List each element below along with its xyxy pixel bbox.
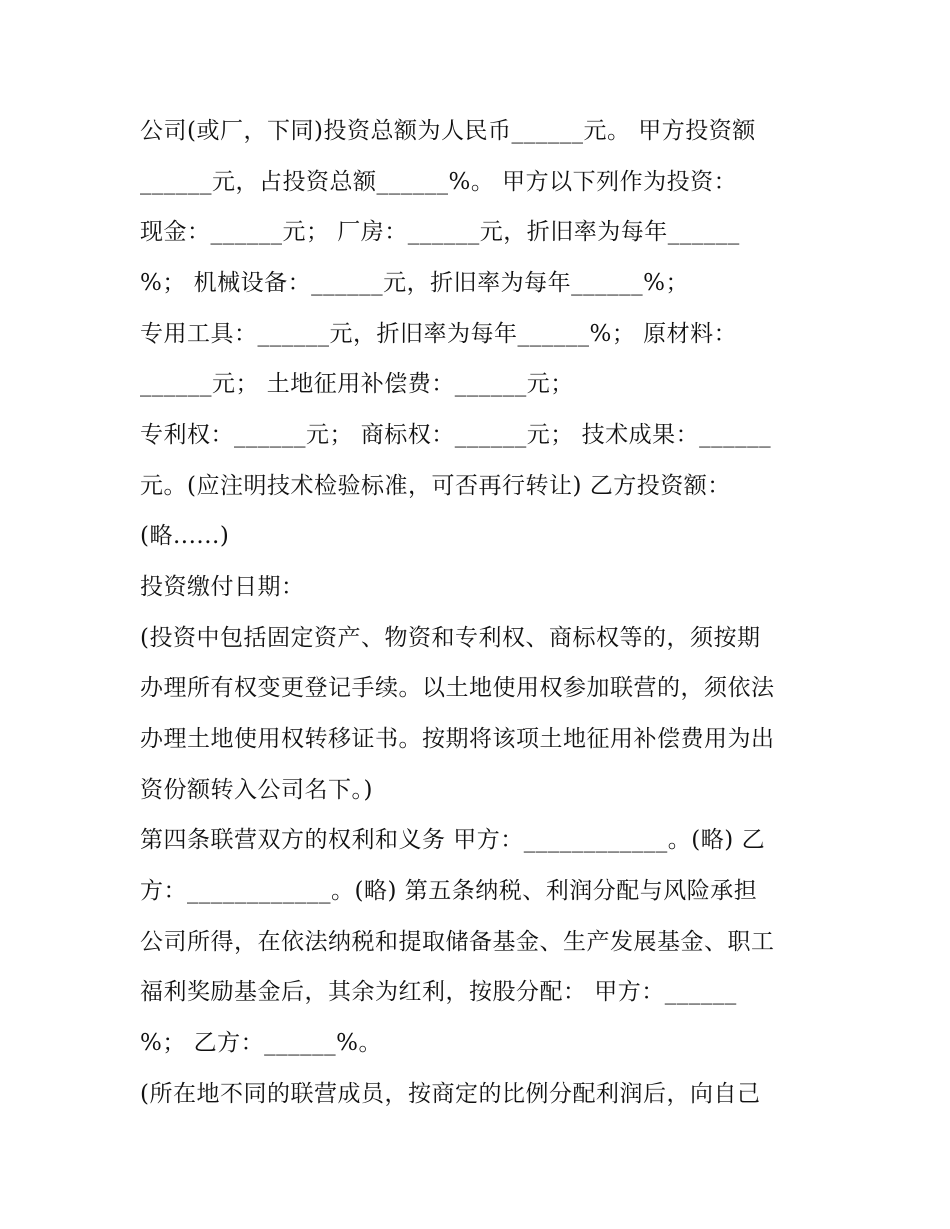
text-line: 资份额转入公司名下。) [140,777,373,803]
text-line: 专利权：______元； 商标权：______元； 技术成果：______ [140,422,772,448]
text-line: (投资中包括固定资产、物资和专利权、商标权等的，须按期 [140,625,761,651]
text-line: 办理土地使用权转移证书。按期将该项土地征用补偿费用为出 [140,726,775,752]
text-line: %； 机械设备：______元，折旧率为每年______%； [140,270,690,296]
text-line: 公司(或厂，下同)投资总额为人民币______元。 甲方投资额 [140,118,756,144]
text-line: (略......) [140,523,230,549]
text-line: 办理所有权变更登记手续。以土地使用权参加联营的，须依法 [140,675,775,701]
text-line: %； 乙方：______%。 [140,1030,383,1056]
text-line: 专用工具：______元，折旧率为每年______%； 原材料： [140,321,738,347]
text-line: 方：____________。(略) 第五条纳税、利润分配与风险承担 [140,878,758,904]
text-line: 福利奖励基金后，其余为红利，按股分配： 甲方：______ [140,979,737,1005]
text-line: 元。(应注明技术检验标准，可否再行转让) 乙方投资额： [140,473,731,499]
text-line: (所在地不同的联营成员，按商定的比例分配利润后，向自己 [140,1081,761,1107]
text-line: ______元； 土地征用补偿费：______元； [140,371,574,397]
text-line: 现金：______元； 厂房：______元，折旧率为每年______ [140,219,740,245]
text-line: 公司所得，在依法纳税和提取储备基金、生产发展基金、职工 [140,929,775,955]
text-line: ______元，占投资总额______%。 甲方以下列作为投资： [140,169,738,195]
text-line: 第四条联营双方的权利和义务 甲方：____________。(略) 乙 [140,827,766,853]
text-line: 投资缴付日期： [140,574,305,600]
